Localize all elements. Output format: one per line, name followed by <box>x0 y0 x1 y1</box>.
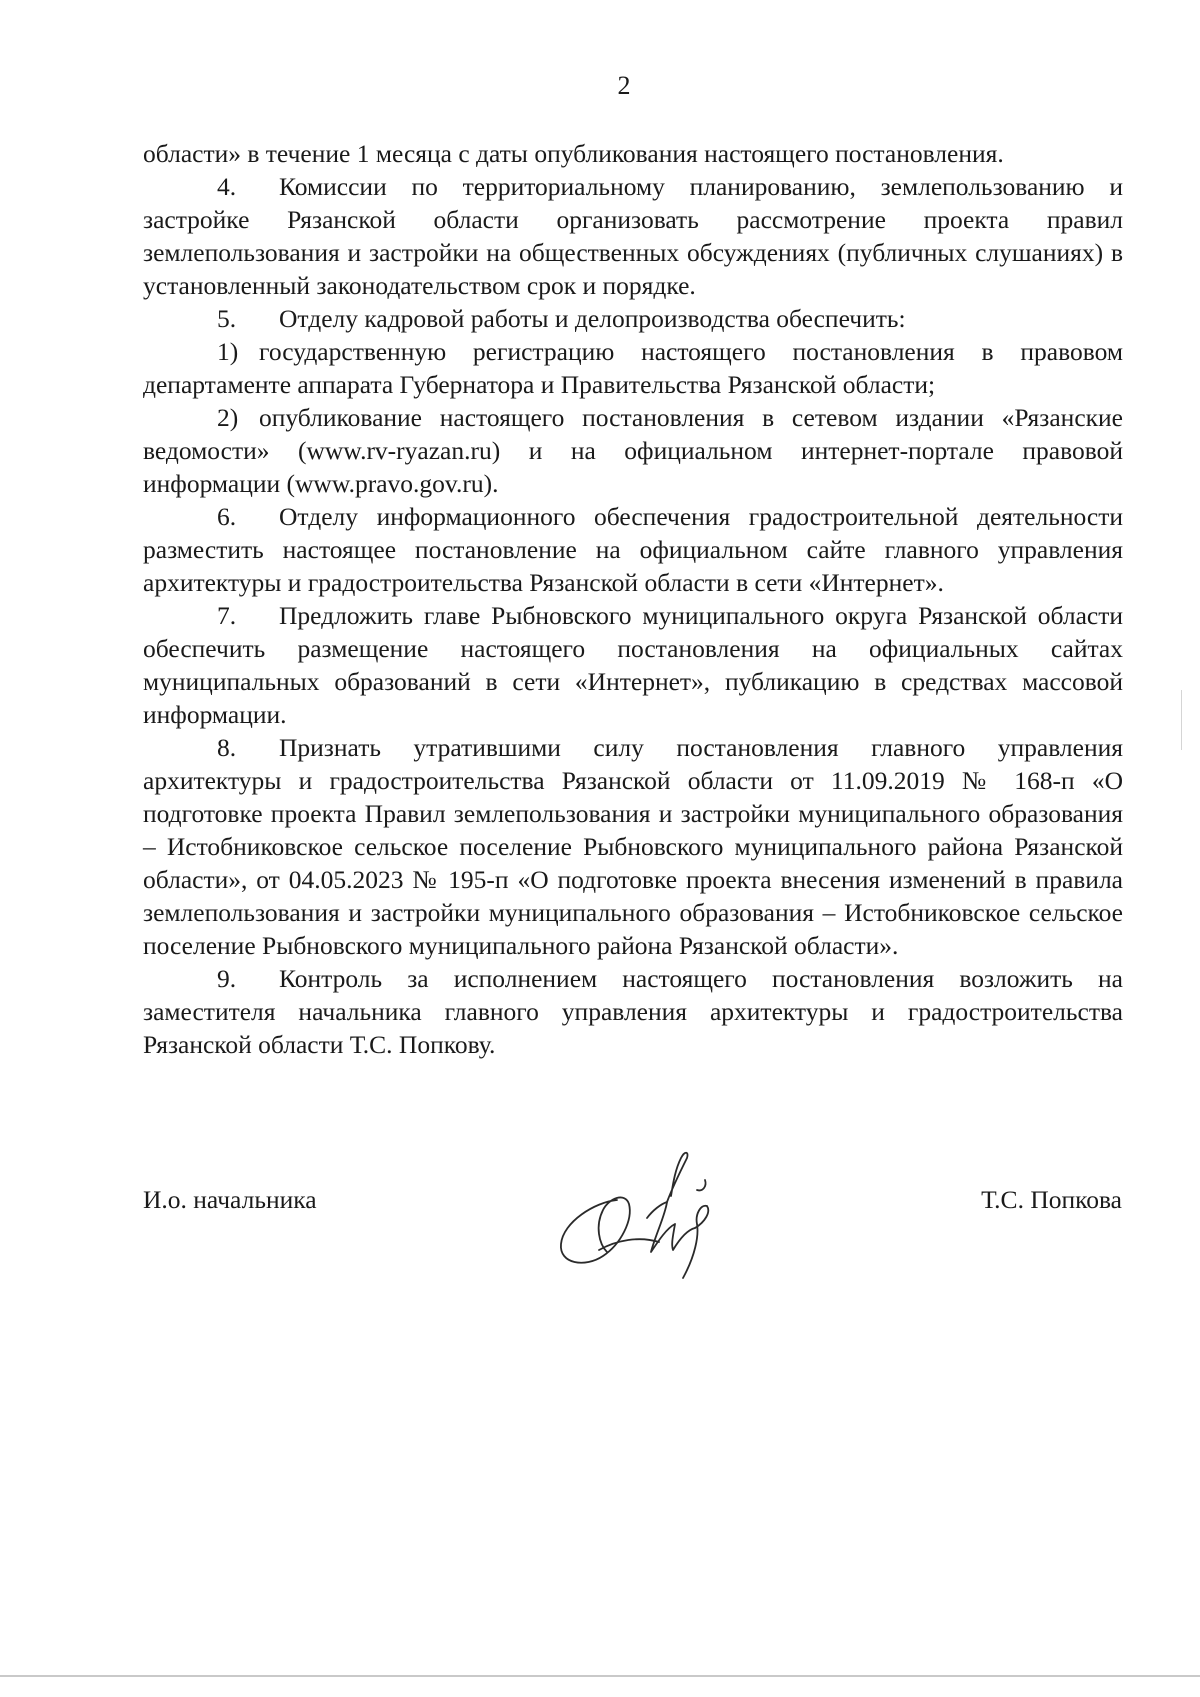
item-text: Отделу кадровой работы и делопроизводства обеспечить: <box>279 304 906 333</box>
paragraph-5-1 <box>143 335 1123 401</box>
paragraph-6 <box>143 500 1123 599</box>
item-number: 7. <box>217 601 237 630</box>
item-text: Признать утратившими силу постановления главного управления архитектуры и градостроительства Рязанской области от 11.09.2019 № 168-п «О подготовке проекта Правил землепользования и застройки муниципального образования – Истобниковское сельское поселение Рыбновского муниципального района Рязанской области», от 04.05.2023 № 195-п «О подготовке проекта внесения изменений в правила землепользования и застройки муниципального образования – Истобниковское сельское поселение Рыбновского муниципального района Рязанской области». <box>143 733 1123 960</box>
page-number: 2 <box>617 71 631 100</box>
item-text: Отделу информационного обеспечения градостроительной деятельности разместить настоящее постановление на официальном сайте главного управления архитектуры и градостроительства Рязанской области в сети «Интернет». <box>143 502 1123 597</box>
item-text: Предложить главе Рыбновского муниципального округа Рязанской области обеспечить размещение настоящего постановления на официальных сайтах муниципальных образований в сети «Интернет», публикацию в средствах массовой информации. <box>143 601 1123 729</box>
signatory-title: И.о. начальника <box>143 1185 317 1214</box>
subitem-number: 2) <box>217 403 239 432</box>
subitem-text: опубликование настоящего постановления в сетевом издании «Рязанские ведомости» (www.rv-ryazan.ru) и на официальном интернет-портале правовой информации (www.pravo.gov.ru). <box>143 403 1123 498</box>
scan-bottom-edge <box>0 1675 1200 1677</box>
scan-edge-mark <box>1181 690 1182 750</box>
paragraph-4 <box>143 170 1123 302</box>
handwritten-signature <box>555 1140 765 1280</box>
document-body <box>143 137 1123 1061</box>
paragraph-continuation: области» в течение 1 месяца с даты опубликования настоящего постановления. <box>143 139 1004 168</box>
item-text: Контроль за исполнением настоящего постановления возложить на заместителя начальника главного управления архитектуры и градостроительства Рязанской области Т.С. Попкову. <box>143 964 1123 1059</box>
item-number: 8. <box>217 733 237 762</box>
paragraph-9 <box>143 962 1123 1061</box>
paragraph-7 <box>143 599 1123 731</box>
subitem-number: 1) <box>217 337 239 366</box>
paragraph-8 <box>143 731 1123 962</box>
item-number: 9. <box>217 964 237 993</box>
subitem-text: государственную регистрацию настоящего постановления в правовом департаменте аппарата Губернатора и Правительства Рязанской области; <box>143 337 1123 399</box>
paragraph-5 <box>143 302 1123 335</box>
item-number: 4. <box>217 172 237 201</box>
item-number: 6. <box>217 502 237 531</box>
item-text: Комиссии по территориальному планированию, землепользованию и застройке Рязанской области организовать рассмотрение проекта правил землепользования и застройки на общественных обсуждениях (публичных слушаниях) в установленный законодательством срок и порядке. <box>143 172 1123 300</box>
signatory-name: Т.С. Попкова <box>981 1185 1122 1214</box>
item-number: 5. <box>217 304 237 333</box>
paragraph-5-2 <box>143 401 1123 500</box>
